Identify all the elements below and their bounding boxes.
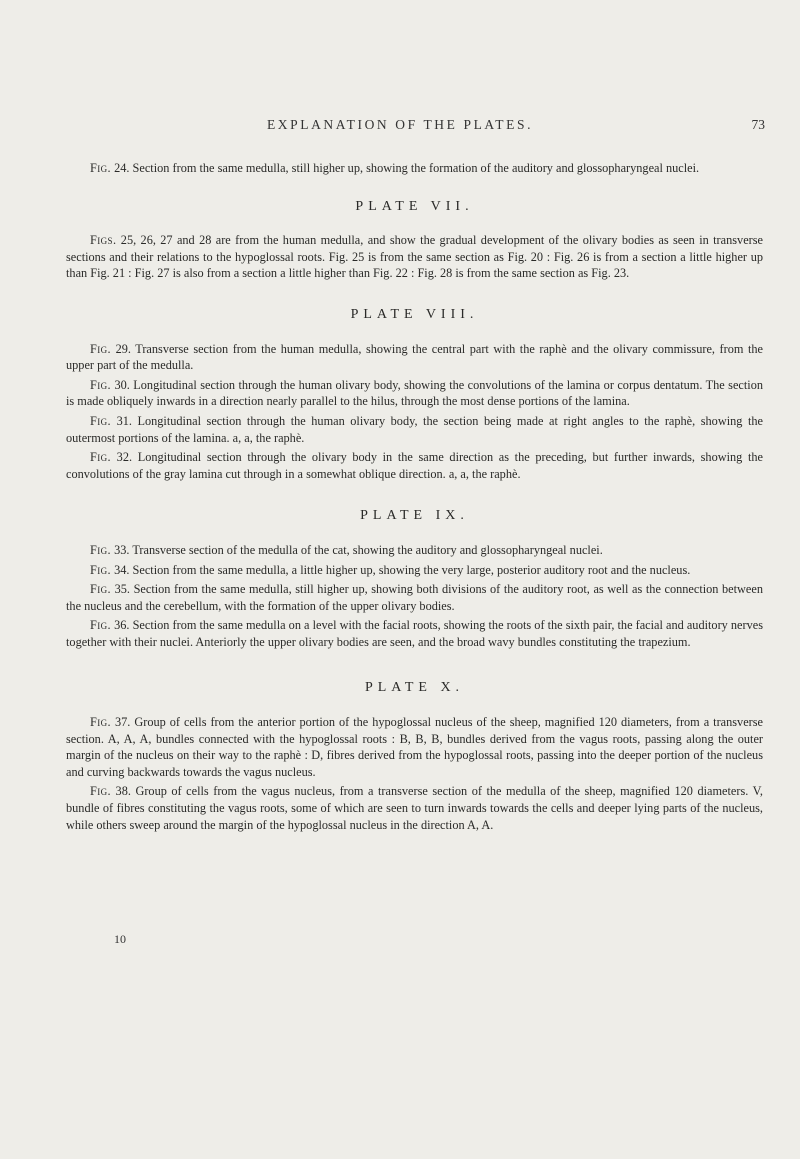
fig-text: 37. Group of cells from the anterior portion of the hypoglossal nucleus of the sheep, magnified 120 diameters, from a transverse section. A, A, A, bundles connected with the hypoglossal roots : B, B, B, bundles derived from the vagus roots, passing along the outer margin of the nucleus on their way to the raphè : D, fibres derived from the hypoglossal roots, passing into the deeper portion of the nucleus and curving backwards towards the vagus nucleus.	[66, 715, 764, 779]
figure-paragraph	[66, 341, 763, 374]
figure-paragraph	[66, 232, 763, 282]
plate-7-section	[66, 232, 763, 282]
figure-paragraph	[66, 562, 763, 579]
plate-8-heading: PLATE VIII.	[350, 306, 479, 322]
fig-text: 34. Section from the same medulla, a little higher up, showing the very large, posterior auditory root and the nucleus.	[114, 562, 691, 577]
running-header: EXPLANATION OF THE PLATES.	[266, 117, 534, 132]
fig-label: Fig.	[90, 582, 112, 597]
figure-paragraph	[66, 449, 763, 482]
figure-paragraph	[66, 377, 763, 410]
fig-label: Fig.	[90, 715, 112, 730]
fig-label: Figs.	[90, 233, 117, 248]
fig-label: Fig.	[90, 341, 112, 356]
signature-mark: 10	[114, 932, 126, 946]
fig-label: Fig.	[90, 413, 112, 428]
fig-text: 29. Transverse section from the human medulla, showing the central part with the raphè and the olivary commissure, from the upper part of the medulla.	[66, 341, 763, 373]
fig-label: Fig.	[90, 161, 112, 175]
fig-text: 38. Group of cells from the vagus nucleus, from a transverse section of the medulla of the sheep, magnified 120 diameters. V, bundle of fibres constituting the vagus roots, some of which are seen to turn inwards towards the cells and deeper lying parts of the nucleus, while others sweep around the margin of the hypoglossal nucleus in the direction A, A.	[66, 784, 763, 832]
fig-text: 25, 26, 27 and 28 are from the human medulla, and show the gradual development of the olivary bodies as seen in transverse sections and their relations to the hypoglossal roots. Fig. 25 is from the same section as Fig. 20 : Fig. 26 is from a section a little higher up than Fig. 21 : Fig. 27 is also from a section a little higher than Fig. 22 : Fig. 28 is from the same section as Fig. 23.	[66, 233, 763, 281]
fig-label: Fig.	[90, 450, 112, 465]
fig-label: Fig.	[90, 784, 112, 799]
plate-9-heading: PLATE IX.	[360, 508, 469, 524]
fig-text: 32. Longitudinal section through the olivary body in the same direction as the preceding, but further inwards, showing the convolutions of the gray lamina cut through in a somewhat oblique direction. a, a, the raphè.	[66, 450, 763, 481]
fig-text: 30. Longitudinal section through the human olivary body, showing the convolutions of the lamina or corpus dentatum. The section is made obliquely inwards in a direction nearly parallel to the hilus, through the most dense portions of the lamina.	[66, 377, 763, 409]
fig-text: 24. Section from the same medulla, still higher up, showing the formation of the auditory and glossopharyngeal nuclei.	[114, 161, 700, 175]
fig-text: 33. Transverse section of the medulla of the cat, showing the auditory and glossopharyngeal nuclei.	[114, 542, 603, 557]
figure-paragraph	[66, 783, 763, 833]
figure-paragraph	[66, 714, 763, 780]
plate-8-section	[66, 341, 763, 483]
fig-text: 31. Longitudinal section through the human olivary body, the section being made at right angles to the raphè, showing the outermost portions of the lamina. a, a, the raphè.	[66, 413, 763, 445]
fig-label: Fig.	[90, 618, 112, 633]
fig-24-paragraph	[66, 160, 763, 177]
plate-10-heading: PLATE X.	[364, 680, 465, 696]
figure-paragraph	[66, 617, 763, 650]
fig-label: Fig.	[90, 562, 112, 577]
figure-paragraph	[66, 542, 763, 559]
fig-label: Fig.	[90, 542, 112, 557]
page-body	[66, 160, 763, 836]
figure-paragraph	[66, 581, 763, 614]
fig-label: Fig.	[90, 377, 112, 392]
plate-7-heading: PLATE VII.	[355, 198, 474, 214]
fig-text: 35. Section from the same medulla, still higher up, showing both divisions of the auditory root, as well as the connection between the nucleus and the cerebellum, with the formation of the upper olivary bodies.	[66, 582, 763, 613]
fig-text: 36. Section from the same medulla on a level with the facial roots, showing the roots of the sixth pair, the facial and auditory nerves together with their nuclei. Anteriorly the upper olivary bodies are seen, and the broad wavy bundles constituting the trapezium.	[66, 618, 763, 649]
figure-paragraph	[66, 413, 763, 446]
page-number: 73	[751, 117, 765, 132]
plate-10-section	[66, 714, 763, 833]
plate-9-section	[66, 542, 763, 651]
